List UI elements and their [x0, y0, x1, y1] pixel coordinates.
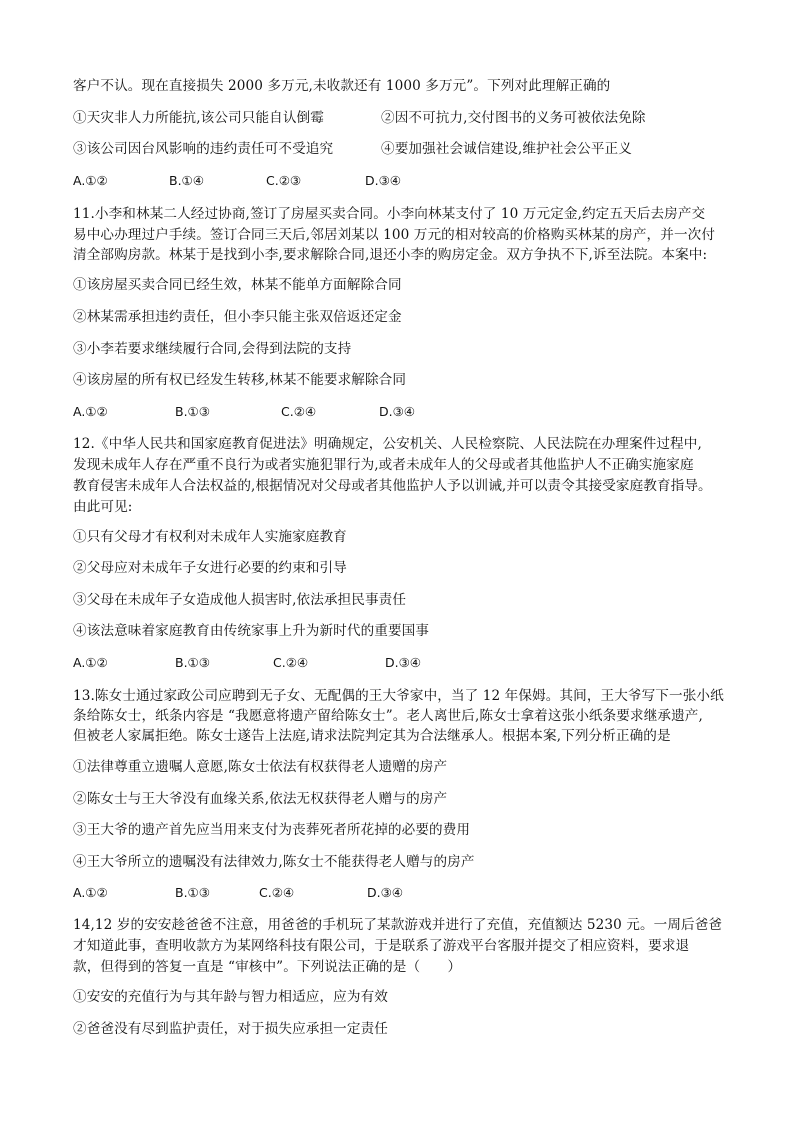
question-12-stem-line: 由此可见:: [73, 499, 133, 515]
question-14-option-2: ②爸爸没有尽到监护责任，对于损失应承担一定责任: [73, 1021, 388, 1037]
question-13-answer-d: D.③④: [367, 885, 404, 900]
question-11-stem-line: 11.小李和林某二人经过协商,签订了房屋买卖合同。小李向林某支付了 10 万元定金,约定五天后去房产交: [73, 206, 706, 222]
question-13-option-1: ①法律尊重立遗嘱人意愿,陈女士依法有权获得老人遗赠的房产: [73, 759, 448, 775]
option-1: ①天灾非人力所能抗,该公司只能自认倒霉: [73, 110, 324, 126]
question-14-option-1: ①安安的充值行为与其年龄与智力相适应，应为有效: [73, 989, 388, 1005]
question-13-answer-a: A.①②: [73, 885, 108, 900]
option-4: ④要加强社会诚信建设,维护社会公平正义: [381, 141, 632, 157]
question-12-stem-line: 教育侵害未成年人合法权益的,根据情况对父母或者其他监护人予以训诫,并可以责令其接受家庭教育指导。: [73, 478, 712, 494]
question-13-option-4: ④王大爷所立的遗嘱没有法律效力,陈女士不能获得老人赠与的房产: [73, 854, 475, 870]
answer-b: B.①④: [169, 173, 204, 188]
question-12-stem-line: 发现未成年人存在严重不良行为或者实施犯罪行为,或者未成年人的父母或者其他监护人不正确实施家庭: [73, 457, 694, 473]
question-11-answer-c: C.②④: [281, 404, 317, 419]
question-12-answer-b: B.①③: [175, 655, 210, 670]
question-14-stem-line: 款，但得到的答复一直是 “审核中”。下列说法正确的是（ ）: [73, 959, 462, 975]
question-13-answer-c: C.②④: [259, 885, 295, 900]
question-12-option-3: ③父母在未成年子女造成他人损害时,依法承担民事责任: [73, 592, 407, 608]
question-11-option-3: ③小李若要求继续履行合同,会得到法院的支持: [73, 341, 352, 357]
question-stem-line: 客户不认。现在直接损失 2000 多万元,未收款还有 1000 多万元”。下列对此理解正确的: [73, 78, 611, 94]
question-11-option-1: ①该房屋买卖合同已经生效，林某不能单方面解除合同: [73, 277, 402, 293]
question-12-option-1: ①只有父母才有权利对未成年人实施家庭教育: [73, 529, 347, 545]
answer-a: A.①②: [73, 173, 108, 188]
question-12-option-4: ④该法意味着家庭教育由传统家事上升为新时代的重要国事: [73, 623, 430, 639]
question-12-stem-line: 12.《中华人民共和国家庭教育促进法》明确规定，公安机关、人民检察院、人民法院在办理案件过程中,: [73, 436, 702, 452]
question-13-option-3: ③王大爷的遗产首先应当用来支付为丧葬死者所花掉的必要的费用: [73, 822, 471, 838]
answer-c: C.②③: [266, 173, 302, 188]
question-12-answer-d: D.③④: [385, 655, 422, 670]
question-12-answer-c: C.②④: [273, 655, 309, 670]
question-11-answer-b: B.①③: [175, 404, 210, 419]
question-12-option-2: ②父母应对未成年子女进行必要的约束和引导: [73, 560, 347, 576]
question-11-answer-a: A.①②: [73, 404, 108, 419]
question-13-option-2: ②陈女士与王大爷没有血缘关系,依法无权获得老人赠与的房产: [73, 791, 448, 807]
option-2: ②因不可抗力,交付图书的义务可被依法免除: [381, 110, 646, 126]
question-11-answer-d: D.③④: [379, 404, 416, 419]
question-13-stem-line: 13.陈女士通过家政公司应聘到无子女、无配偶的王大爷家中，当了 12 年保姆。其间，王大爷写下一张小纸: [73, 688, 724, 704]
question-11-stem-line: 清全部购房款。林某于是找到小李,要求解除合同,退还小李的购房定金。双方争执不下,诉至法院。本案中:: [73, 247, 708, 263]
question-14-stem-line: 14,12 岁的安安趁爸爸不注意，用爸爸的手机玩了某款游戏并进行了充值，充值额达 5230 元。一周后爸爸: [73, 917, 723, 933]
question-14-stem-line: 才知道此事，查明收款方为某网络科技有限公司，于是联系了游戏平台客服并提交了相应资料，要求退: [73, 938, 690, 954]
question-13-stem-line: 条给陈女士，纸条内容是 “我愿意将遗产留给陈女士”。老人离世后,陈女士拿着这张小纸条要求继承遗产,: [73, 708, 703, 724]
question-11-option-4: ④该房屋的所有权已经发生转移,林某不能要求解除合同: [73, 372, 407, 388]
question-11-option-2: ②林某需承担违约责任，但小李只能主张双倍返还定金: [73, 309, 402, 325]
option-3: ③该公司因台风影响的违约责任可不受追究: [73, 141, 334, 157]
question-12-answer-a: A.①②: [73, 655, 108, 670]
question-11-stem-line: 易中心办理过户手续。签订合同三天后,邻居刘某以 100 万元的相对较高的价格购买林某的房产，并一次付: [73, 227, 716, 243]
answer-d: D.③④: [365, 173, 402, 188]
question-13-stem-line: 但被老人家属拒绝。陈女士遂告上法庭,请求法院判定其为合法继承人。根据本案,下列分析正确的是: [73, 728, 671, 744]
question-13-answer-b: B.①③: [175, 885, 210, 900]
